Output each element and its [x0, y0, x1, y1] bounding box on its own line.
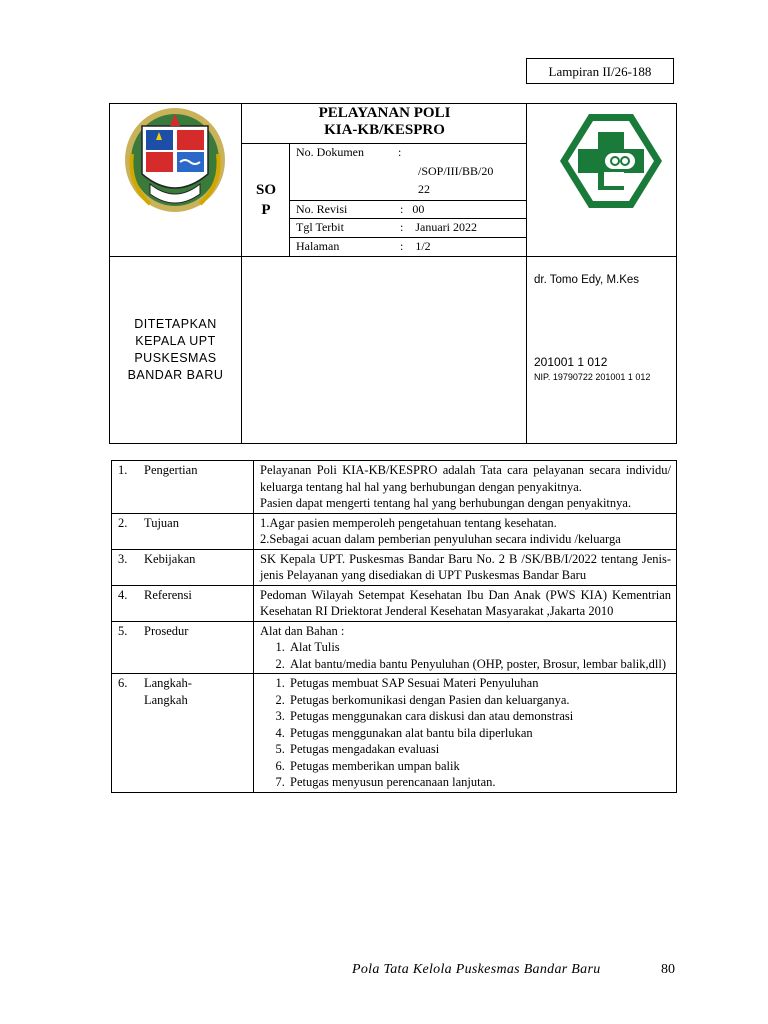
- no-dokumen-value: /SOP/III/BB/20: [418, 164, 494, 178]
- section-label-cell: 3. Kebijakan: [112, 549, 254, 585]
- halaman-value: : 1/2: [400, 239, 431, 253]
- list-item: 6. Petugas memberikan umpan balik: [288, 758, 671, 775]
- page-number: 80: [661, 962, 675, 977]
- list-item: 2. Alat bantu/media bantu Penyuluhan (OHP, poster, Brosur, lembar balik,dll): [288, 656, 671, 673]
- sop-content-table: [111, 460, 677, 793]
- section-body-cell: Pelayanan Poli KIA-KB/KESPRO adalah Tata cara pelayanan secara individu/ keluarga tentang hal hal yang berhubungan dengan penyakitnya. Pasien dapat mengerti tentang hal yang berhubungan dengan penyakitnya.: [254, 461, 677, 514]
- no-dokumen-label: No. Dokumen: [296, 145, 364, 159]
- ditetapkan-block: DITETAPKAN KEPALA UPT PUSKESMAS BANDAR BARU: [127, 317, 224, 382]
- regional-emblem-logo: [120, 104, 230, 216]
- signer-nip: NIP. 19790722 201001 1 012: [534, 372, 651, 382]
- table-row: [112, 549, 677, 585]
- signer-number: 201001 1 012: [534, 355, 608, 369]
- table-row: [112, 461, 677, 514]
- section-label-cell: 2. Tujuan: [112, 513, 254, 549]
- prosedur-list: [260, 639, 671, 672]
- lampiran-box: Lampiran II/26-188: [526, 58, 674, 84]
- no-dokumen-value-2: 22: [418, 182, 430, 196]
- list-item: 5. Petugas mengadakan evaluasi: [288, 741, 671, 758]
- table-row: [112, 621, 677, 674]
- section-body-cell: SK Kepala UPT. Puskesmas Bandar Baru No. 2 B /SK/BB/I/2022 tentang Jenis-jenis Pelayanan yang disediakan di UPT Puskesmas Bandar Baru: [254, 549, 677, 585]
- section-label-cell: 5. Prosedur: [112, 621, 254, 674]
- footer-title: Pola Tata Kelola Puskesmas Bandar Baru: [352, 962, 601, 977]
- halaman-label: Halaman: [296, 239, 340, 253]
- section-body-cell: Pedoman Wilayah Setempat Kesehatan Ibu Dan Anak (PWS KIA) Kementrian Kesehatan RI Driektorat Jenderal Kesehatan Masyarakat ,Jakarta 2010: [254, 585, 677, 621]
- no-dokumen-colon: :: [398, 145, 402, 159]
- list-item: 2. Petugas berkomunikasi dengan Pasien dan keluarganya.: [288, 692, 671, 709]
- no-revisi-label: No. Revisi: [296, 202, 348, 216]
- list-item: 4. Petugas menggunakan alat bantu bila diperlukan: [288, 725, 671, 742]
- section-label-cell: 6. Langkah- Langkah: [112, 674, 254, 793]
- puskesmas-logo: [558, 112, 664, 210]
- list-item: 3. Petugas menggunakan cara diskusi dan atau demonstrasi: [288, 708, 671, 725]
- signer-name: dr. Tomo Edy, M.Kes: [534, 274, 640, 286]
- no-revisi-value: : 00: [400, 202, 425, 216]
- table-row: [112, 674, 677, 793]
- list-item: 1. Petugas membuat SAP Sesuai Materi Penyuluhan: [288, 675, 671, 692]
- list-item: 7. Petugas menyusun perencanaan lanjutan.: [288, 774, 671, 791]
- section-label-cell: 4. Referensi: [112, 585, 254, 621]
- sop-label: SO P: [255, 182, 276, 218]
- section-label-cell: 1. Pengertian: [112, 461, 254, 514]
- section-body-cell: Alat dan Bahan : 1. Alat Tulis 2. Alat bantu/media bantu Penyuluhan (OHP, poster, Brosur, lembar balik,dll): [254, 621, 677, 674]
- table-row: [112, 585, 677, 621]
- langkah-list: [260, 675, 671, 791]
- list-item: 1. Alat Tulis: [288, 639, 671, 656]
- table-row: [112, 513, 677, 549]
- section-body-cell: 1.Agar pasien memperoleh pengetahuan tentang kesehatan. 2.Sebagai acuan dalam pemberian penyuluhan secara individu /keluarga: [254, 513, 677, 549]
- section-body-cell: [254, 674, 677, 793]
- tgl-terbit-label: Tgl Terbit: [296, 220, 344, 234]
- tgl-terbit-value: : Januari 2022: [400, 220, 477, 234]
- document-title: PELAYANAN POLI KIA-KB/KESPRO: [318, 105, 451, 138]
